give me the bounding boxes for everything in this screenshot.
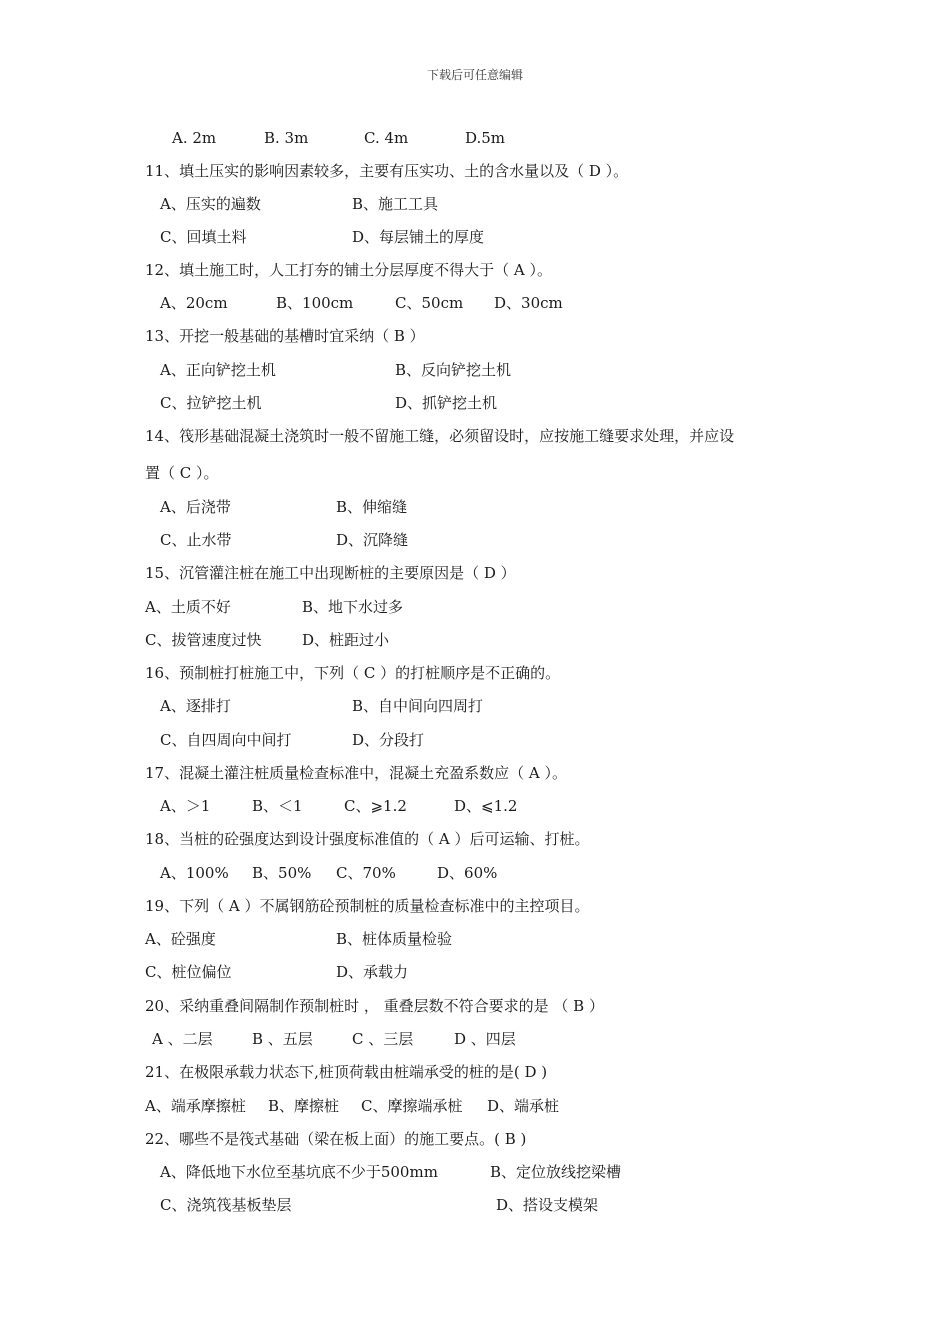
q18-option-c: C、70% <box>336 864 396 882</box>
q14-option-c: C、止水带 <box>160 531 232 549</box>
q14-question-line2: 置（ C ）。 <box>145 464 219 482</box>
q20-option-b: B 、五层 <box>252 1030 313 1048</box>
q17-option-d: D、⩽1.2 <box>454 797 518 815</box>
q10-option-b: B. 3m <box>264 129 309 147</box>
q15-option-d: D、桩距过小 <box>302 631 390 649</box>
q11-question: 11、填土压实的影响因素较多，主要有压实功、土的含水量以及（ D ）。 <box>145 162 629 180</box>
q17-question: 17、混凝土灌注桩质量检查标准中，混凝土充盈系数应（ A ）。 <box>145 764 567 782</box>
q14-option-b: B、伸缩缝 <box>336 498 408 516</box>
q16-option-a: A、逐排打 <box>160 697 231 715</box>
q13-question: 13、开挖一般基础的基槽时宜采纳（ B ） <box>145 327 425 345</box>
q19-option-d: D、承载力 <box>336 963 409 981</box>
q22-option-d: D、搭设支模架 <box>496 1196 599 1214</box>
q19-question: 19、下列（ A ）不属钢筋砼预制桩的质量检查标准中的主控项目。 <box>145 897 590 915</box>
q15-option-b: B、地下水过多 <box>302 598 404 616</box>
q17-option-c: C、⩾1.2 <box>344 797 407 815</box>
q16-option-c: C、自四周向中间打 <box>160 731 292 749</box>
q20-option-a: A 、二层 <box>152 1030 213 1048</box>
q22-option-c: C、浇筑筏基板垫层 <box>160 1196 292 1214</box>
q10-option-c: C. 4m <box>364 129 409 147</box>
q11-option-c: C、回填土料 <box>160 228 247 246</box>
q12-question: 12、填土施工时，人工打夯的铺土分层厚度不得大于（ A ）。 <box>145 261 552 279</box>
q19-option-c: C、桩位偏位 <box>145 963 232 981</box>
q22-option-a: A、降低地下水位至基坑底不少于500mm <box>160 1163 438 1181</box>
q16-question: 16、预制桩打桩施工中，下列（ C ）的打桩顺序是不正确的。 <box>145 664 561 682</box>
q12-option-a: A、20cm <box>160 294 228 312</box>
q11-option-b: B、施工工具 <box>352 195 439 213</box>
q19-option-a: A、砼强度 <box>145 930 216 948</box>
q11-option-a: A、压实的遍数 <box>160 195 261 213</box>
q12-option-d: D、30cm <box>494 294 563 312</box>
q18-question: 18、当桩的砼强度达到设计强度标准值的（ A ）后可运输、打桩。 <box>145 830 590 848</box>
q20-option-d: D 、四层 <box>454 1030 516 1048</box>
q13-option-d: D、抓铲挖土机 <box>395 394 498 412</box>
q16-option-b: B、自中间向四周打 <box>352 697 484 715</box>
q21-option-d: D、端承桩 <box>487 1097 560 1115</box>
q10-option-d: D.5m <box>465 129 506 147</box>
q19-option-b: B、桩体质量检验 <box>336 930 453 948</box>
q14-question-line1: 14、筏形基础混凝土浇筑时一般不留施工缝，必须留设时，应按施工缝要求处理，并应设 <box>145 427 735 445</box>
q12-option-c: C、50cm <box>395 294 464 312</box>
q20-option-c: C 、三层 <box>352 1030 414 1048</box>
q15-option-a: A、土质不好 <box>145 598 231 616</box>
q10-option-a: A. 2m <box>172 129 217 147</box>
q22-option-b: B、定位放线挖梁槽 <box>490 1163 622 1181</box>
q18-option-d: D、60% <box>437 864 498 882</box>
q12-option-b: B、100cm <box>276 294 354 312</box>
q21-question: 21、在极限承载力状态下,桩顶荷载由桩端承受的桩的是( D ) <box>145 1063 548 1081</box>
q13-option-c: C、拉铲挖土机 <box>160 394 262 412</box>
q14-option-d: D、沉降缝 <box>336 531 409 549</box>
q15-question: 15、沉管灌注桩在施工中出现断桩的主要原因是（ D ） <box>145 564 516 582</box>
q20-question: 20、采纳重叠间隔制作预制桩时 ， 重叠层数不符合要求的是 （ B ） <box>145 997 604 1015</box>
q21-option-b: B、摩擦桩 <box>268 1097 340 1115</box>
q22-question: 22、哪些不是筏式基础（梁在板上面）的施工要点。( B ) <box>145 1130 527 1148</box>
q16-option-d: D、分段打 <box>352 731 425 749</box>
q13-option-b: B、反向铲挖土机 <box>395 361 512 379</box>
q18-option-b: B、50% <box>252 864 312 882</box>
q18-option-a: A、100% <box>160 864 229 882</box>
q13-option-a: A、正向铲挖土机 <box>160 361 276 379</box>
q17-option-a: A、＞1 <box>160 797 211 815</box>
q15-option-c: C、拔管速度过快 <box>145 631 262 649</box>
q17-option-b: B、＜1 <box>252 797 303 815</box>
q21-option-c: C、摩擦端承桩 <box>361 1097 463 1115</box>
q11-option-d: D、每层铺土的厚度 <box>352 228 485 246</box>
q14-option-a: A、后浇带 <box>160 498 231 516</box>
q21-option-a: A、端承摩擦桩 <box>145 1097 246 1115</box>
page-header: 下载后可任意编辑 <box>426 68 523 82</box>
